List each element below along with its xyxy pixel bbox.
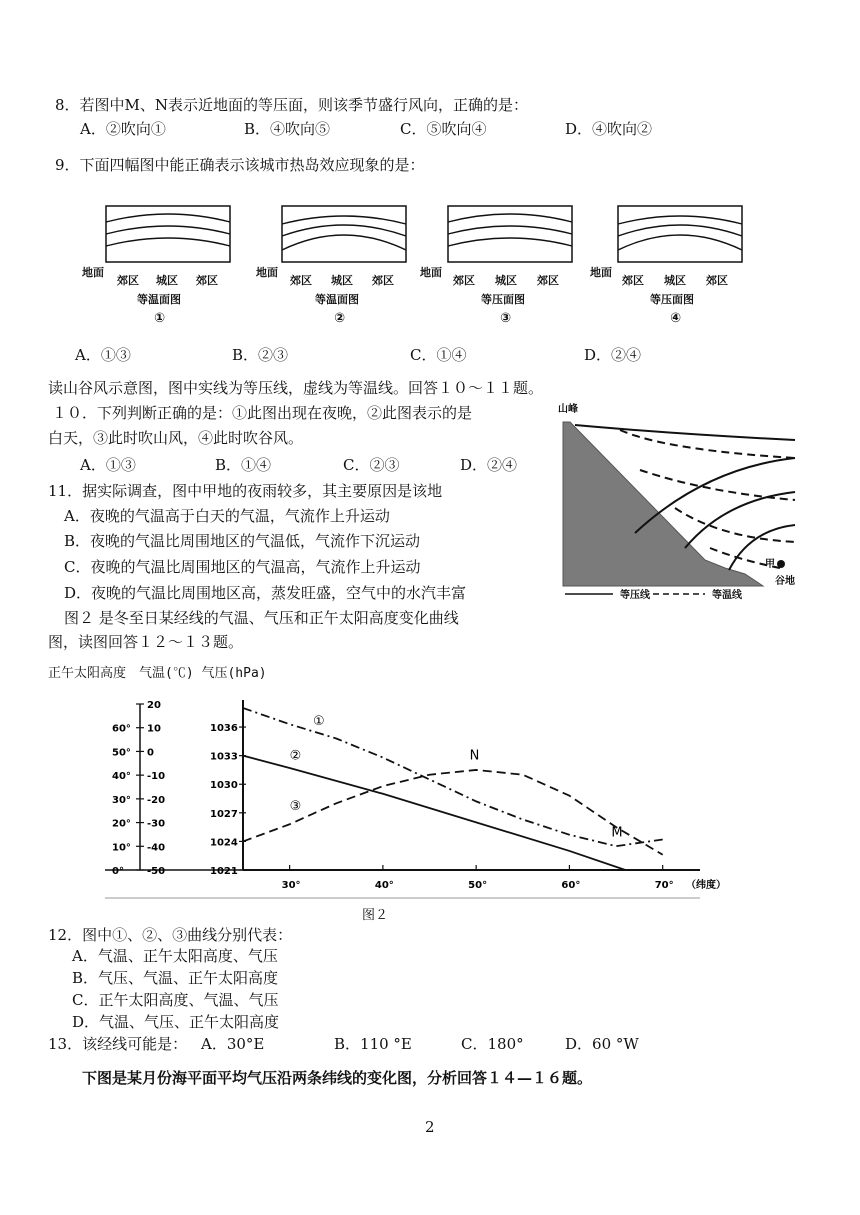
q13-option-c[interactable]: C．180° <box>461 1035 524 1053</box>
curve-label-c3: ③ <box>289 798 302 814</box>
q12-option-a[interactable]: A．气温、正午太阳高度、气压 <box>72 947 278 965</box>
sun-tick-label: 30° <box>112 794 131 806</box>
sun-tick-label: 50° <box>112 747 131 759</box>
legend-isotherm-label: 等温线 <box>712 590 742 601</box>
x-tick-label: 70° <box>654 880 674 891</box>
chart-header: 正午太阳高度 气温(℃) 气压(hPa) <box>48 666 267 681</box>
curve-label-N: N <box>469 748 480 764</box>
q9-panel-2-number: ② <box>334 311 346 326</box>
q9-panel-2-suburb-left: 郊区 <box>290 274 312 287</box>
intro-12-13-line2: 图，读图回答１２～１３题。 <box>48 633 244 651</box>
valley-wind-diagram <box>545 400 805 610</box>
q12-option-b[interactable]: B．气压、气温、正午太阳高度 <box>72 969 279 987</box>
q9-panel-1-suburb-right: 郊区 <box>196 274 218 287</box>
q9-panel-1-suburb-left: 郊区 <box>117 274 139 287</box>
x-tick-label: 60° <box>561 880 581 891</box>
page-number: 2 <box>425 1118 435 1136</box>
pressure-tick-label: 1024 <box>210 837 238 849</box>
q8-option-a[interactable]: A．②吹向① <box>80 120 166 138</box>
q9-panel-3-suburb-left: 郊区 <box>453 274 475 287</box>
q9-panel-4-caption: 等压面图 <box>650 293 694 306</box>
curve-label-c2: ② <box>289 748 302 764</box>
curve-label-c1: ① <box>312 714 325 730</box>
sun-tick-label: 60° <box>112 723 131 735</box>
curve-label-M: M <box>611 825 623 841</box>
x-tick-label: 50° <box>468 880 488 891</box>
q9-panel-2-city: 城区 <box>331 274 353 287</box>
sun-tick-label: 0° <box>112 866 124 877</box>
q12-option-c[interactable]: C．正午太阳高度、气温、气压 <box>72 991 279 1009</box>
q11-option-c[interactable]: C．夜晚的气温比周围地区的气温高，气流作上升运动 <box>64 558 421 576</box>
q11-option-a[interactable]: A．夜晚的气温高于白天的气温，气流作上升运动 <box>64 507 390 525</box>
q9-panel-1-number: ① <box>154 311 166 326</box>
x-tick-label: 30° <box>281 880 301 891</box>
q9-panel-4-suburb-left: 郊区 <box>622 274 644 287</box>
pressure-tick-label: 1027 <box>210 808 238 820</box>
q9-panel-4-ground: 地面 <box>590 266 612 279</box>
q11-option-d[interactable]: D．夜晚的气温比周围地区高，蒸发旺盛，空气中的水汽丰富 <box>64 584 467 602</box>
temp-tick-label: 20 <box>147 700 161 711</box>
q10-option-b[interactable]: B．①④ <box>215 456 272 474</box>
q13-option-a[interactable]: A．30°E <box>201 1035 265 1053</box>
q12-stem: 12．图中①、②、③曲线分别代表： <box>48 926 293 944</box>
q9-stem: 9．下面四幅图中能正确表示该城市热岛效应现象的是： <box>55 156 425 174</box>
intro-14-16: 下图是某月份海平面平均气压沿两条纬线的变化图，分析回答１４—１６题。 <box>82 1069 593 1087</box>
q9-panel-3-caption: 等压面图 <box>481 293 525 306</box>
valley-peak-label: 山峰 <box>558 404 578 415</box>
q10-option-a[interactable]: A．①③ <box>80 456 136 474</box>
q9-option-b[interactable]: B．②③ <box>232 346 289 364</box>
q10-option-c[interactable]: C．②③ <box>343 456 400 474</box>
q9-panel-4-city: 城区 <box>664 274 686 287</box>
q8-option-b[interactable]: B．④吹向⑤ <box>244 120 331 138</box>
q9-panel-4-number: ④ <box>670 311 682 326</box>
q9-panel-2-ground: 地面 <box>256 266 278 279</box>
pressure-tick-label: 1021 <box>210 866 238 877</box>
q9-option-a[interactable]: A．①③ <box>75 346 131 364</box>
legend-isobar-label: 等压线 <box>620 590 650 601</box>
temp-tick-label: -20 <box>147 794 166 806</box>
chart-caption: 图２ <box>362 908 389 923</box>
q9-panel-4-suburb-right: 郊区 <box>706 274 728 287</box>
q13-stem: 13．该经线可能是： <box>48 1035 188 1053</box>
sun-tick-label: 40° <box>112 771 131 783</box>
q10-option-d[interactable]: D．②④ <box>460 456 518 474</box>
q12-option-d[interactable]: D．气温、气压、正午太阳高度 <box>72 1013 280 1031</box>
q10-stem-line2: 白天，③此时吹山风，④此时吹谷风。 <box>48 429 304 447</box>
q8-option-c[interactable]: C．⑤吹向④ <box>400 120 487 138</box>
temp-tick-label: 0 <box>147 747 154 759</box>
temp-tick-label: 10 <box>147 723 161 735</box>
temp-tick-label: -30 <box>147 818 166 830</box>
q9-option-d[interactable]: D．②④ <box>584 346 642 364</box>
pressure-tick-label: 1030 <box>210 780 238 792</box>
q9-panel-3-suburb-right: 郊区 <box>537 274 559 287</box>
q8-stem: 8．若图中M、N表示近地面的等压面，则该季节盛行风向，正确的是： <box>55 96 529 114</box>
q13-option-d[interactable]: D．60 °W <box>565 1035 639 1053</box>
valley-jia-label: 甲 <box>765 559 775 570</box>
q9-panel-3-ground: 地面 <box>420 266 442 279</box>
q9-option-c[interactable]: C．①④ <box>410 346 467 364</box>
pressure-tick-label: 1036 <box>210 723 238 735</box>
q8-option-d[interactable]: D．④吹向② <box>565 120 653 138</box>
q9-panel-3-number: ③ <box>500 311 512 326</box>
q9-panel-2-caption: 等温面图 <box>315 293 359 306</box>
sun-tick-label: 20° <box>112 818 131 830</box>
series-line-1 <box>243 708 663 846</box>
q13-option-b[interactable]: B．110 °E <box>334 1035 412 1053</box>
figure-2-chart <box>0 690 727 920</box>
q11-stem: 11．据实际调查，图中甲地的夜雨较多，其主要原因是该地 <box>48 482 443 500</box>
x-axis-label: （纬度） <box>686 880 727 891</box>
q10-stem-line1: １０．下列判断正确的是：①此图出现在夜晚，②此图表示的是 <box>52 404 473 422</box>
intro-12-13-line1: 图２ 是冬至日某经线的气温、气压和正午太阳高度变化曲线 <box>64 609 459 627</box>
q9-panel-1-ground: 地面 <box>82 266 104 279</box>
temp-tick-label: -50 <box>147 866 166 877</box>
q9-panel-2-suburb-right: 郊区 <box>372 274 394 287</box>
q11-option-b[interactable]: B．夜晚的气温比周围地区的气温低，气流作下沉运动 <box>64 532 421 550</box>
pressure-tick-label: 1033 <box>210 751 238 763</box>
x-tick-label: 40° <box>374 880 394 891</box>
sun-tick-label: 10° <box>112 842 131 854</box>
intro-10-11: 读山谷风示意图，图中实线为等压线，虚线为等温线。回答１０～１１题。 <box>48 379 544 397</box>
temp-tick-label: -40 <box>147 842 166 854</box>
valley-bottom-label: 谷地 <box>775 576 795 587</box>
q9-panel-3-city: 城区 <box>495 274 517 287</box>
q9-panel-1-caption: 等温面图 <box>137 293 181 306</box>
q9-panel-1-city: 城区 <box>156 274 178 287</box>
temp-tick-label: -10 <box>147 771 166 783</box>
point-jia-marker <box>777 560 785 568</box>
